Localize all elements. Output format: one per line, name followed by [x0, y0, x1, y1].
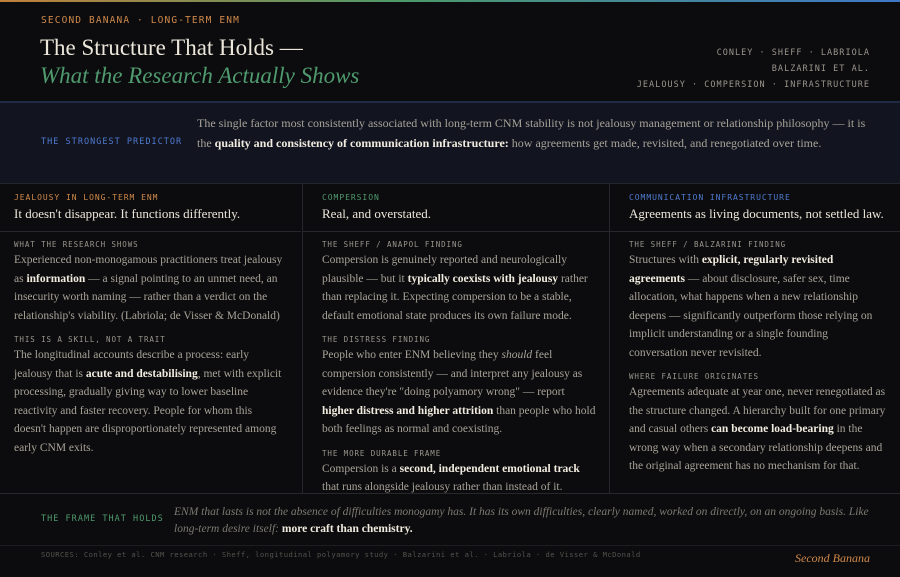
text-bold: typically coexists with jealousy	[407, 272, 559, 285]
text-run: — a signal pointing to an unmet need, an insecurity worth naming — rather than a verdict on the relationship's viability. (Labriola; de Visser & McDonald)	[14, 272, 280, 322]
predictor-text-bold: quality and consistency of communication infrastructure:	[214, 135, 509, 150]
text-bold: more craft than chemistry.	[281, 522, 413, 535]
compersion-column	[302, 184, 610, 493]
predictor-text-a: The single factor most consistently associated with long-term CNM stability is not jealousy management or relationship philosophy — it is the	[197, 116, 866, 150]
topics-line: JEALOUSY · COMPERSION · INFRASTRUCTURE	[636, 80, 870, 90]
text-bold: can become load-bearing	[711, 423, 834, 435]
section-heading: WHERE FAILURE ORIGINATES	[629, 372, 759, 381]
section-text	[322, 346, 596, 439]
page-subtitle: What the Research Actually Shows	[40, 63, 360, 88]
column-header	[0, 184, 301, 232]
text-run: — about disclosure, safer sex, time allocation, what happens when a new relationship deepens — significantly outperform those relying on implicit understanding or a single founding conversation never revisited.	[629, 272, 873, 359]
text-run: , met with explicit processing, gradually giving way to lower baseline reactivity and faster recovery. People for whom this doesn't happen are disproportionately represented among early CNM exits.	[14, 367, 282, 454]
text-bold: information	[26, 272, 86, 285]
column-title: Agreements as living documents, not settled law.	[629, 206, 884, 221]
predictor-text-c: how agreements get made, revisited, and renegotiated over time.	[508, 135, 822, 150]
section-text	[14, 346, 287, 457]
communication-column	[609, 184, 900, 493]
text-run: ENM that lasts is not the absence of difficulties monogamy has. It has its own difficulties, clearly named, worked on directly, on an ongoing basis. Like long-term desire itself:	[174, 506, 869, 535]
kicker: SECOND BANANA · LONG-TERM ENM	[41, 15, 240, 26]
section-heading: THIS IS A SKILL, NOT A TRAIT	[14, 335, 166, 344]
text-run: Compersion is genuinely reported and neurologically plausible — but it	[322, 254, 567, 285]
column-title: It doesn't disappear. It functions differently.	[14, 206, 241, 221]
column-title: Real, and overstated.	[322, 206, 432, 221]
text-run: than people who hold both feelings as normal and coexisting.	[322, 404, 596, 435]
text-bold: higher distress and higher attrition	[322, 404, 494, 417]
section-text	[629, 251, 887, 362]
text-run: The longitudinal accounts describe a process: early jealousy that is	[14, 349, 250, 380]
text-run: Compersion is a	[322, 462, 400, 475]
authors-line-2: BALZARINI ET AL.	[771, 64, 870, 74]
section-heading: THE SHEFF / BALZARINI FINDING	[629, 240, 787, 249]
text-run: Experienced non-monogamous practitioners treat jealousy as	[14, 254, 283, 285]
frame-text	[174, 504, 874, 537]
column-body	[610, 240, 900, 476]
strongest-predictor-panel	[0, 103, 900, 184]
page-header	[0, 2, 900, 101]
authors-line-1: CONLEY · SHEFF · LABRIOLA	[716, 48, 870, 58]
text-bold: acute and destabilising	[85, 367, 198, 380]
text-run: in the wrong way when a secondary relationship deepens and the original agreement has no mechanism for that.	[629, 423, 883, 472]
page-title: The Structure That Holds —	[40, 35, 303, 60]
text-run: Agreements adequate at year one, never renegotiated as the structure changed. A hierarchy built for one primary and casual others	[629, 386, 886, 435]
section-text	[14, 251, 287, 325]
text-run: feel compersion consistently — and interpret any jealousy as evidence they're "doing polyamory wrong" — report	[322, 349, 583, 398]
column-body	[303, 240, 610, 493]
text-bold: second, independent emotional track	[399, 462, 580, 475]
text-italic: should	[501, 349, 533, 361]
section-heading: WHAT THE RESEARCH SHOWS	[14, 240, 139, 249]
frame-panel	[0, 493, 900, 546]
column-label: COMPERSION	[322, 193, 380, 202]
predictor-text	[197, 114, 867, 153]
column-label: JEALOUSY IN LONG-TERM ENM	[14, 193, 159, 202]
text-run: Structures with	[629, 254, 702, 266]
jealousy-column	[0, 184, 301, 493]
column-label: COMMUNICATION INFRASTRUCTURE	[629, 193, 791, 202]
frame-label: THE FRAME THAT HOLDS	[41, 514, 164, 524]
section-heading: THE DISTRESS FINDING	[322, 335, 431, 344]
column-header	[303, 184, 610, 232]
column-header	[610, 184, 900, 232]
section-heading: THE SHEFF / ANAPOL FINDING	[322, 240, 463, 249]
brand-signature: Second Banana	[795, 551, 870, 565]
text-run: People who enter ENM believing they	[322, 349, 502, 361]
text-run: rather than replacing it. Expecting compersion to be a stable, default emotional state produces its own failure mode.	[322, 272, 588, 322]
text-run: that runs alongside jealousy rather than instead of it.	[322, 481, 563, 493]
section-text	[629, 383, 887, 476]
text-bold: explicit, regularly revisited agreements	[629, 254, 834, 285]
author-list	[637, 45, 870, 93]
section-text	[322, 251, 596, 325]
predictor-label: THE STRONGEST PREDICTOR	[41, 137, 183, 147]
section-text	[322, 460, 596, 494]
section-heading: THE MORE DURABLE FRAME	[322, 448, 442, 458]
column-body	[0, 240, 301, 457]
sources-line: SOURCES: Conley et al. CNM research · Sheff, longitudinal polyamory study · Balzarini et al. · Labriola · de Visser & McDonald	[41, 550, 641, 559]
